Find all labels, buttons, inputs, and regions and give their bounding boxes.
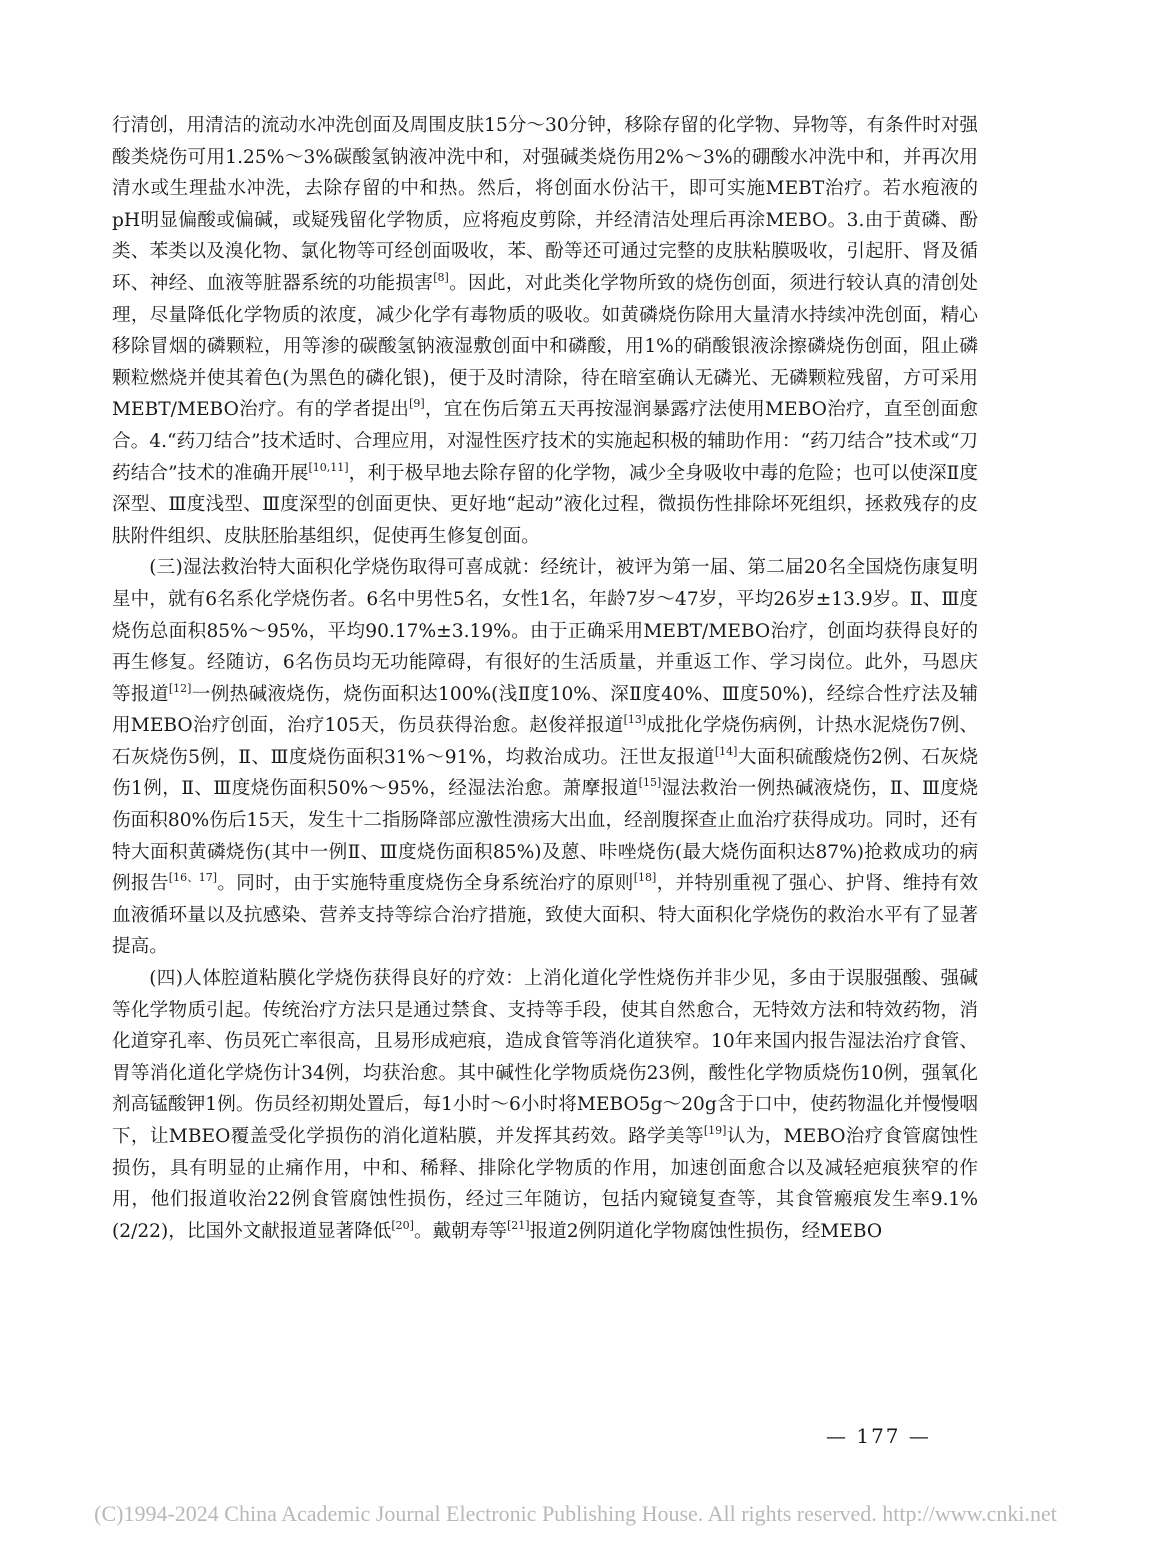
- text-run: 湿法救治一例热碱液烧伤，Ⅱ、Ⅲ度烧伤面积80%伤后15天，发生十二指肠降部应激性溃疡大出血，经剖腹探查止血治疗获得成功。同时，还有特大面积黄磷烧伤(其中一例Ⅱ、Ⅲ度烧伤面积85%)及蒽、咔唑烧伤(最大烧伤面积达87%)抢救成功的病例报告: [112, 778, 978, 895]
- citation-ref: [15]: [638, 776, 662, 790]
- text-run: (三)湿法救治特大面积化学烧伤取得可喜成就：经统计，被评为第一届、第二届20名全国烧伤康复明星中，就有6名系化学烧伤者。6名中男性5名，女性1名，年龄7岁～47岁，平均26岁±13.9岁。Ⅱ、Ⅲ度烧伤总面积85%～95%，平均90.17%±3.19%。由于正确采用MEBT/MEBO治疗，创面均获得良好的再生修复。经随访，6名伤员均无功能障碍，有很好的生活质量，并重返工作、学习岗位。此外，马恩庆等报道: [112, 557, 978, 705]
- text-run: 认为，MEBO治疗食管腐蚀性损伤，具有明显的止痛作用，中和、稀释、排除化学物质的作用，加速创面愈合以及减轻疤痕狭窄的作用，他们报道收治22例食管腐蚀性损伤，经过三年随访，包括内窥镜复查等，其食管瘢痕发生率9.1%(2/22)，比国外文献报道显著降低: [112, 1126, 978, 1242]
- text-run: ，利于极早地去除存留的化学物，减少全身吸收中毒的危险；也可以使深Ⅱ度深型、Ⅲ度浅型、Ⅲ度深型的创面更快、更好地“起动”液化过程，微损伤性排除坏死组织，拯救残存的皮肤附件组织、皮肤胚胎基组织，促使再生修复创面。: [112, 462, 978, 547]
- citation-ref: [20]: [391, 1218, 414, 1232]
- citation-ref: [8]: [433, 270, 449, 284]
- citation-ref: [9]: [409, 397, 425, 411]
- citation-ref: [14]: [714, 744, 738, 758]
- citation-ref: [19]: [703, 1123, 727, 1137]
- text-run: ，并特别重视了强心、护肾、维持有效血液循环量以及抗感染、营养支持等综合治疗措施，致使大面积、特大面积化学烧伤的救治水平有了显著提高。: [112, 873, 978, 958]
- text-run: 成批化学烧伤病例，计热水泥烧伤7例、石灰烧伤5例，Ⅱ、Ⅲ度烧伤面积31%～91%，均救治成功。汪世友报道: [112, 715, 978, 768]
- page-number: — 177 —: [826, 1424, 931, 1448]
- text-run: 报道2例阴道化学物腐蚀性损伤，经MEBO: [529, 1220, 883, 1242]
- text-run: ，宜在伤后第五天再按湿润暴露疗法使用MEBO治疗，直至创面愈合。4.“药刀结合”技术适时、合理应用，对湿性医疗技术的实施起积极的辅助作用：“药刀结合”技术或“刀药结合”技术的准确开展: [112, 399, 978, 484]
- paragraph-3: [112, 963, 978, 1247]
- paragraph-1: [112, 110, 978, 552]
- text-run: 。因此，对此类化学物所致的烧伤创面，须进行较认真的清创处理，尽量降低化学物质的浓度，减少化学有毒物质的吸收。如黄磷烧伤除用大量清水持续冲洗创面，精心移除冒烟的磷颗粒，用等渗的碳酸氢钠液湿敷创面中和磷酸，用1%的硝酸银液涂擦磷烧伤创面，阻止磷颗粒燃烧并使其着色(为黑色的磷化银)，便于及时清除，待在暗室确认无磷光、无磷颗粒残留，方可采用MEBT/MEBO治疗。有的学者提出: [112, 272, 978, 421]
- text-run: 。同时，由于实施特重度烧伤全身系统治疗的原则: [217, 873, 634, 895]
- text-run: 。戴朝寿等: [413, 1220, 507, 1242]
- citation-ref: [12]: [168, 681, 192, 695]
- page-body: [112, 110, 978, 1247]
- citation-ref: [16、17]: [168, 871, 218, 884]
- citation-ref: [21]: [506, 1218, 530, 1232]
- text-run: 一例热碱液烧伤，烧伤面积达100%(浅Ⅱ度10%、深Ⅱ度40%、Ⅲ度50%)，经综合性疗法及辅用MEBO治疗创面，治疗105天，伤员获得治愈。赵俊祥报道: [112, 683, 978, 737]
- copyright-footer: (C)1994-2024 China Academic Journal Electronic Publishing House. All rights reserved. http://www.cnki.net: [94, 1501, 1057, 1526]
- citation-ref: [13]: [623, 713, 647, 727]
- text-run: (四)人体腔道粘膜化学烧伤获得良好的疗效：上消化道化学性烧伤并非少见，多由于误服强酸、强碱等化学物质引起。传统治疗方法只是通过禁食、支持等手段，使其自然愈合，无特效方法和特效药物，消化道穿孔率、伤员死亡率很高，且易形成疤痕，造成食管等消化道狭窄。10年来国内报告湿法治疗食管、胃等消化道化学烧伤计34例，均获治愈。其中碱性化学物质烧伤23例，酸性化学物质烧伤10例，强氧化剂高锰酸钾1例。伤员经初期处置后，每1小时～6小时将MEBO5g～20g含于口中，使药物温化并慢慢咽下，让MBEO覆盖受化学损伤的消化道粘膜，并发挥其药效。路学美等: [112, 968, 978, 1147]
- text-run: 行清创，用清洁的流动水冲洗创面及周围皮肤15分～30分钟，移除存留的化学物、异物等，有条件时对强酸类烧伤可用1.25%～3%碳酸氢钠液冲洗中和，对强碱类烧伤用2%～3%的硼酸水冲洗中和，并再次用清水或生理盐水冲洗，去除存留的中和热。然后，将创面水份沾干，即可实施MEBT治疗。若水疱液的pH明显偏酸或偏碱，或疑残留化学物质，应将疱皮剪除，并经清洁处理后再涂MEBO。3.由于黄磷、酚类、苯类以及溴化物、氯化物等可经创面吸收，苯、酚等还可通过完整的皮肤粘膜吸收，引起肝、肾及循环、神经、血液等脏器系统的功能损害: [112, 115, 978, 294]
- citation-ref: [10,11]: [308, 460, 349, 474]
- paragraph-2: [112, 552, 978, 963]
- citation-ref: [18]: [633, 871, 657, 884]
- text-run: 大面积硫酸烧伤2例、石灰烧伤1例，Ⅱ、Ⅲ度烧伤面积50%～95%，经湿法治愈。萧摩报道: [112, 746, 978, 800]
